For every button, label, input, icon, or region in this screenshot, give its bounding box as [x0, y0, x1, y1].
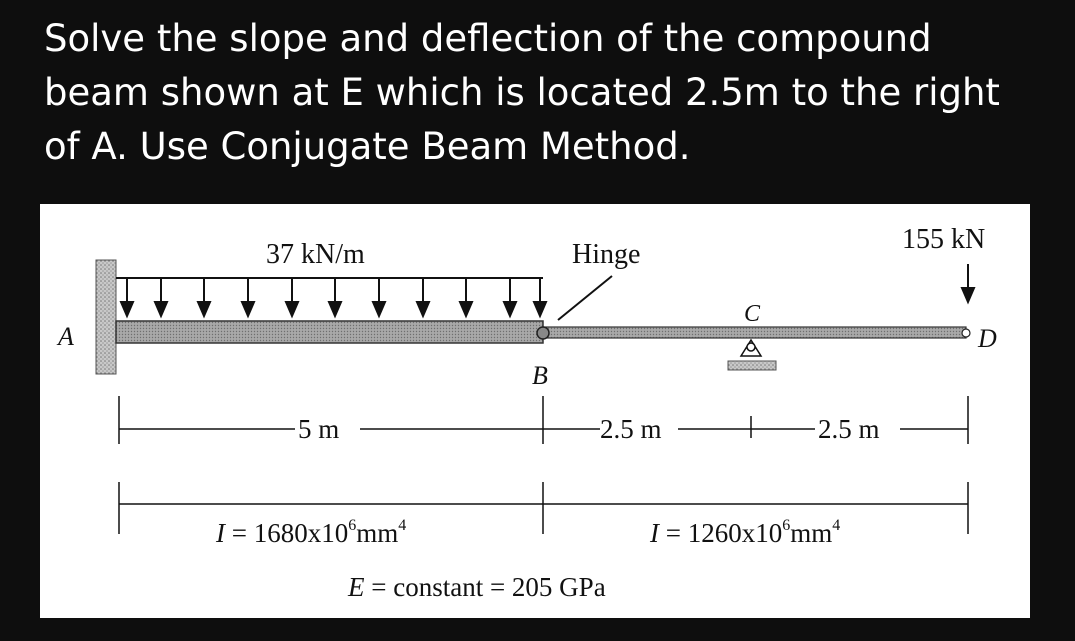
inertia-left: $I = 1680x10^6mm^4$ — [216, 517, 407, 548]
question-line-2: beam shown at E which is located 2.5m to the right — [44, 71, 1000, 114]
free-end-d — [962, 329, 970, 337]
point-load-label: 155 kN — [902, 224, 986, 255]
beam-diagram — [40, 204, 1030, 618]
hinge-label: Hinge — [572, 239, 641, 270]
dimension-cd: 2.5 m — [818, 414, 880, 444]
dimension-ab: 5 m — [298, 414, 340, 444]
roller-support-c — [728, 340, 776, 370]
fixed-support-a — [96, 260, 116, 374]
point-d-label: D — [978, 324, 997, 353]
dimension-bc: 2.5 m — [600, 414, 662, 444]
question-line-3: of A. Use Conjugate Beam Method. — [44, 125, 691, 168]
point-a-label: A — [58, 322, 74, 351]
modulus-label: E = constant = 205 GPa — [348, 572, 606, 602]
beam-segment-bd — [543, 327, 966, 338]
hinge-b — [537, 327, 549, 339]
inertia-right: $I = 1260x10^6mm^4$ — [650, 517, 841, 548]
question-text — [44, 12, 1044, 174]
hinge-pointer — [558, 276, 612, 320]
point-c-label: C — [744, 301, 761, 327]
point-load-arrow — [962, 264, 974, 302]
beam-segment-ab — [116, 321, 543, 343]
question-line-1: Solve the slope and deflection of the compound — [44, 17, 932, 60]
distributed-load — [116, 278, 546, 316]
point-b-label: B — [532, 361, 548, 390]
beam-figure — [40, 204, 1030, 618]
distributed-load-label: 37 kN/m — [266, 239, 365, 270]
